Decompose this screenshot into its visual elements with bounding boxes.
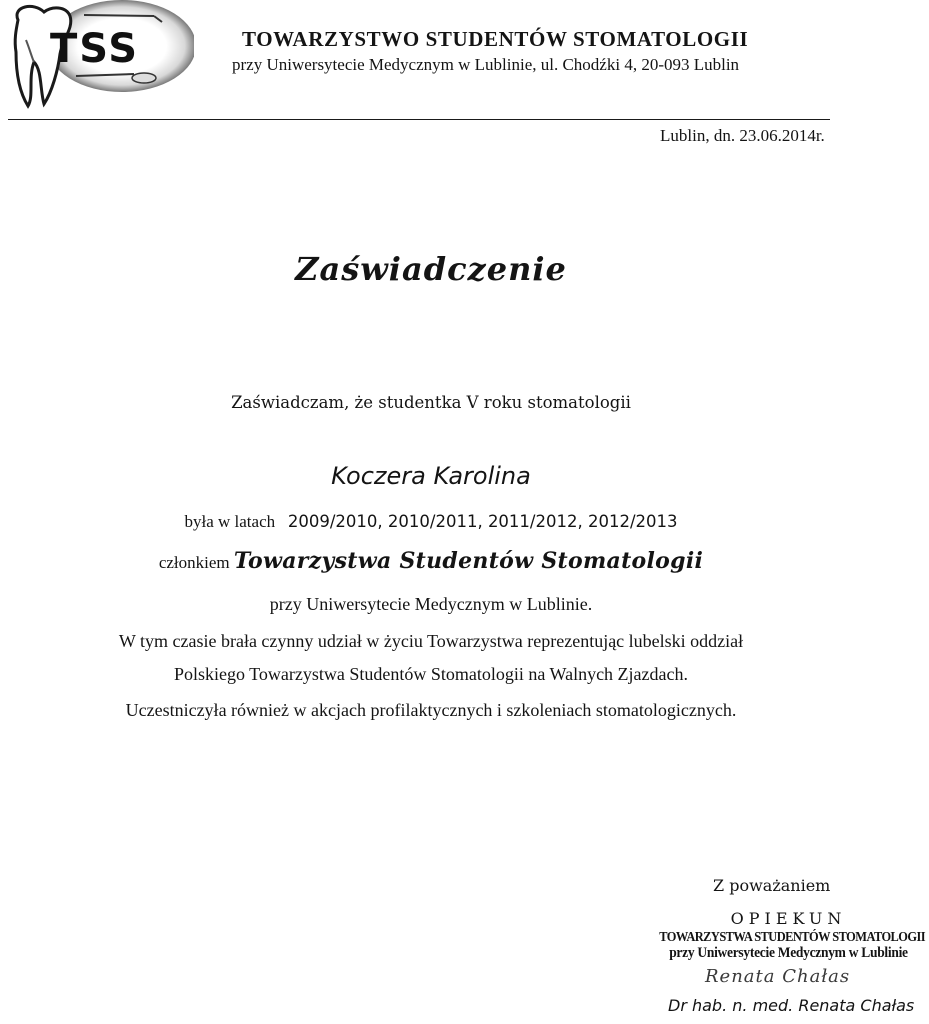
org-address: przy Uniwersytecie Medycznym w Lublinie, ul. Chodźki 4, 20-093 Lublin — [232, 55, 740, 74]
stamp-role: OPIEKUN — [730, 909, 847, 928]
tooth-logo-icon — [4, 0, 194, 112]
document-title: Zaświadczenie — [295, 250, 567, 288]
years-prefix: była w latach — [184, 512, 276, 531]
paragraph-line: W tym czasie brała czynny udział w życiu Towarzystwa reprezentując lubelski oddział — [118, 631, 744, 651]
closing-salutation: Z poważaniem — [713, 876, 831, 895]
intro-line: Zaświadczam, że studentka V roku stomatologii — [231, 393, 631, 412]
member-prefix: członkiem — [158, 553, 230, 572]
paragraph-line: Polskiego Towarzystwa Studentów Stomatologii na Walnych Zjazdach. — [173, 664, 689, 684]
university-line: przy Uniwersytecie Medycznym w Lublinie. — [269, 594, 593, 614]
tss-logo — [4, 0, 194, 112]
signer-name: Dr hab. n. med. Renata Chałas — [668, 996, 915, 1015]
member-org: Towarzystwa Studentów Stomatologii — [233, 548, 704, 574]
org-name: TOWARZYSTWO STUDENTÓW STOMATOLOGII — [242, 27, 749, 51]
handwritten-signature: Renata Chałas — [705, 966, 851, 987]
years-list: 2009/2010, 2010/2011, 2011/2012, 2012/2013 — [287, 512, 678, 531]
paragraph-line: Uczestniczyła również w akcjach profilaktycznych i szkoleniach stomatologicznych. — [125, 700, 737, 720]
member-line — [0, 548, 862, 574]
header-divider — [8, 119, 830, 120]
date-line: Lublin, dn. 23.06.2014r. — [660, 126, 825, 145]
signature-stamp — [648, 910, 929, 962]
student-name: Koczera Karolina — [331, 462, 531, 490]
stamp-university: przy Uniwersytecie Medycznym w Lublinie — [669, 945, 908, 961]
svg-text:TSS: TSS — [50, 26, 140, 72]
stamp-org: TOWARZYSTWA STUDENTÓW STOMATOLOGII — [659, 929, 926, 944]
years-line — [0, 512, 862, 532]
